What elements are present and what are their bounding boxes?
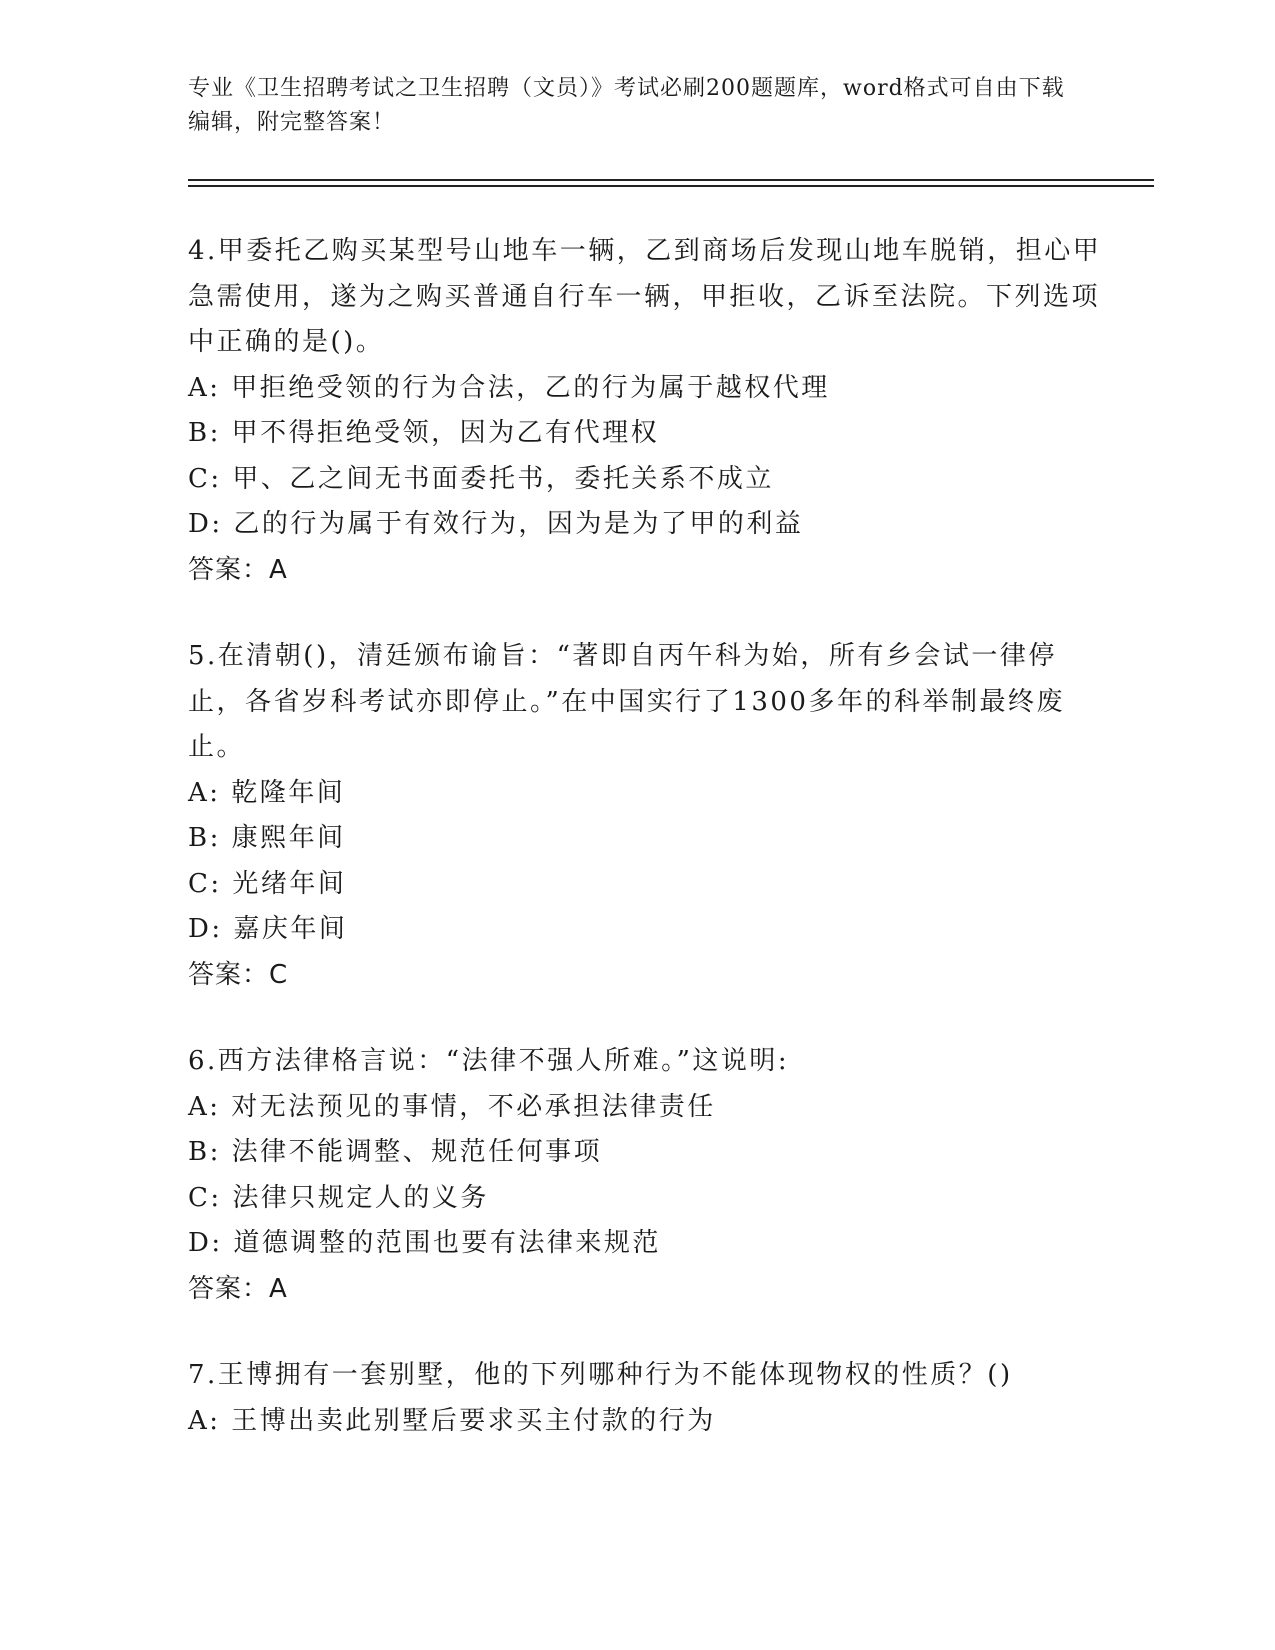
- option-a: A: 乾隆年间: [188, 777, 346, 808]
- option-d: D: 乙的行为属于有效行为，因为是为了甲的利益: [188, 509, 804, 539]
- option-c: C: 法律只规定人的义务: [188, 1182, 489, 1213]
- question-list: [188, 229, 1108, 1485]
- option-b: B: 康熙年间: [188, 823, 346, 853]
- option-d: D: 嘉庆年间: [188, 914, 348, 944]
- question-7: [188, 1353, 1108, 1444]
- option-a: A: 王博出卖此别墅后要求买主付款的行为: [188, 1405, 716, 1436]
- header-divider-bottom: [188, 185, 1154, 187]
- question-stem: 5.在清朝()，清廷颁布谕旨：“著即自丙午科为始，所有乡会试一律停止，各省岁科考试亦即停止。”在中国实行了1300多年的科举制最终废止。: [188, 641, 1065, 762]
- option-a: A: 对无法预见的事情，不必承担法律责任: [188, 1091, 716, 1122]
- question-stem: 7.王博拥有一套别墅，他的下列哪种行为不能体现物权的性质？(): [188, 1360, 1013, 1390]
- option-a: A: 甲拒绝受领的行为合法，乙的行为属于越权代理: [188, 372, 830, 403]
- option-c: C: 光绪年间: [188, 868, 347, 899]
- document-header: 专业《卫生招聘考试之卫生招聘（文员）》考试必刷200题题库，word格式可自由下载编辑，附完整答案！: [188, 76, 1065, 135]
- option-b: B: 甲不得拒绝受领，因为乙有代理权: [188, 418, 660, 448]
- option-b: B: 法律不能调整、规范任何事项: [188, 1137, 603, 1167]
- question-stem: 4.甲委托乙购买某型号山地车一辆，乙到商场后发现山地车脱销，担心甲急需使用，遂为之购买普通自行车一辆，甲拒收，乙诉至法院。下列选项中正确的是()。: [188, 236, 1102, 357]
- answer-line: 答案：A: [188, 1273, 288, 1304]
- option-c: C: 甲、乙之间无书面委托书，委托关系不成立: [188, 463, 774, 494]
- option-d: D: 道德调整的范围也要有法律来规范: [188, 1228, 661, 1258]
- question-4: [188, 229, 1108, 593]
- question-stem: 6.西方法律格言说：“法律不强人所难。”这说明:: [188, 1046, 790, 1076]
- answer-line: 答案：C: [188, 959, 289, 990]
- question-6: [188, 1039, 1108, 1312]
- header-divider-top: [188, 179, 1154, 181]
- question-5: [188, 634, 1108, 998]
- answer-line: 答案：A: [188, 554, 288, 585]
